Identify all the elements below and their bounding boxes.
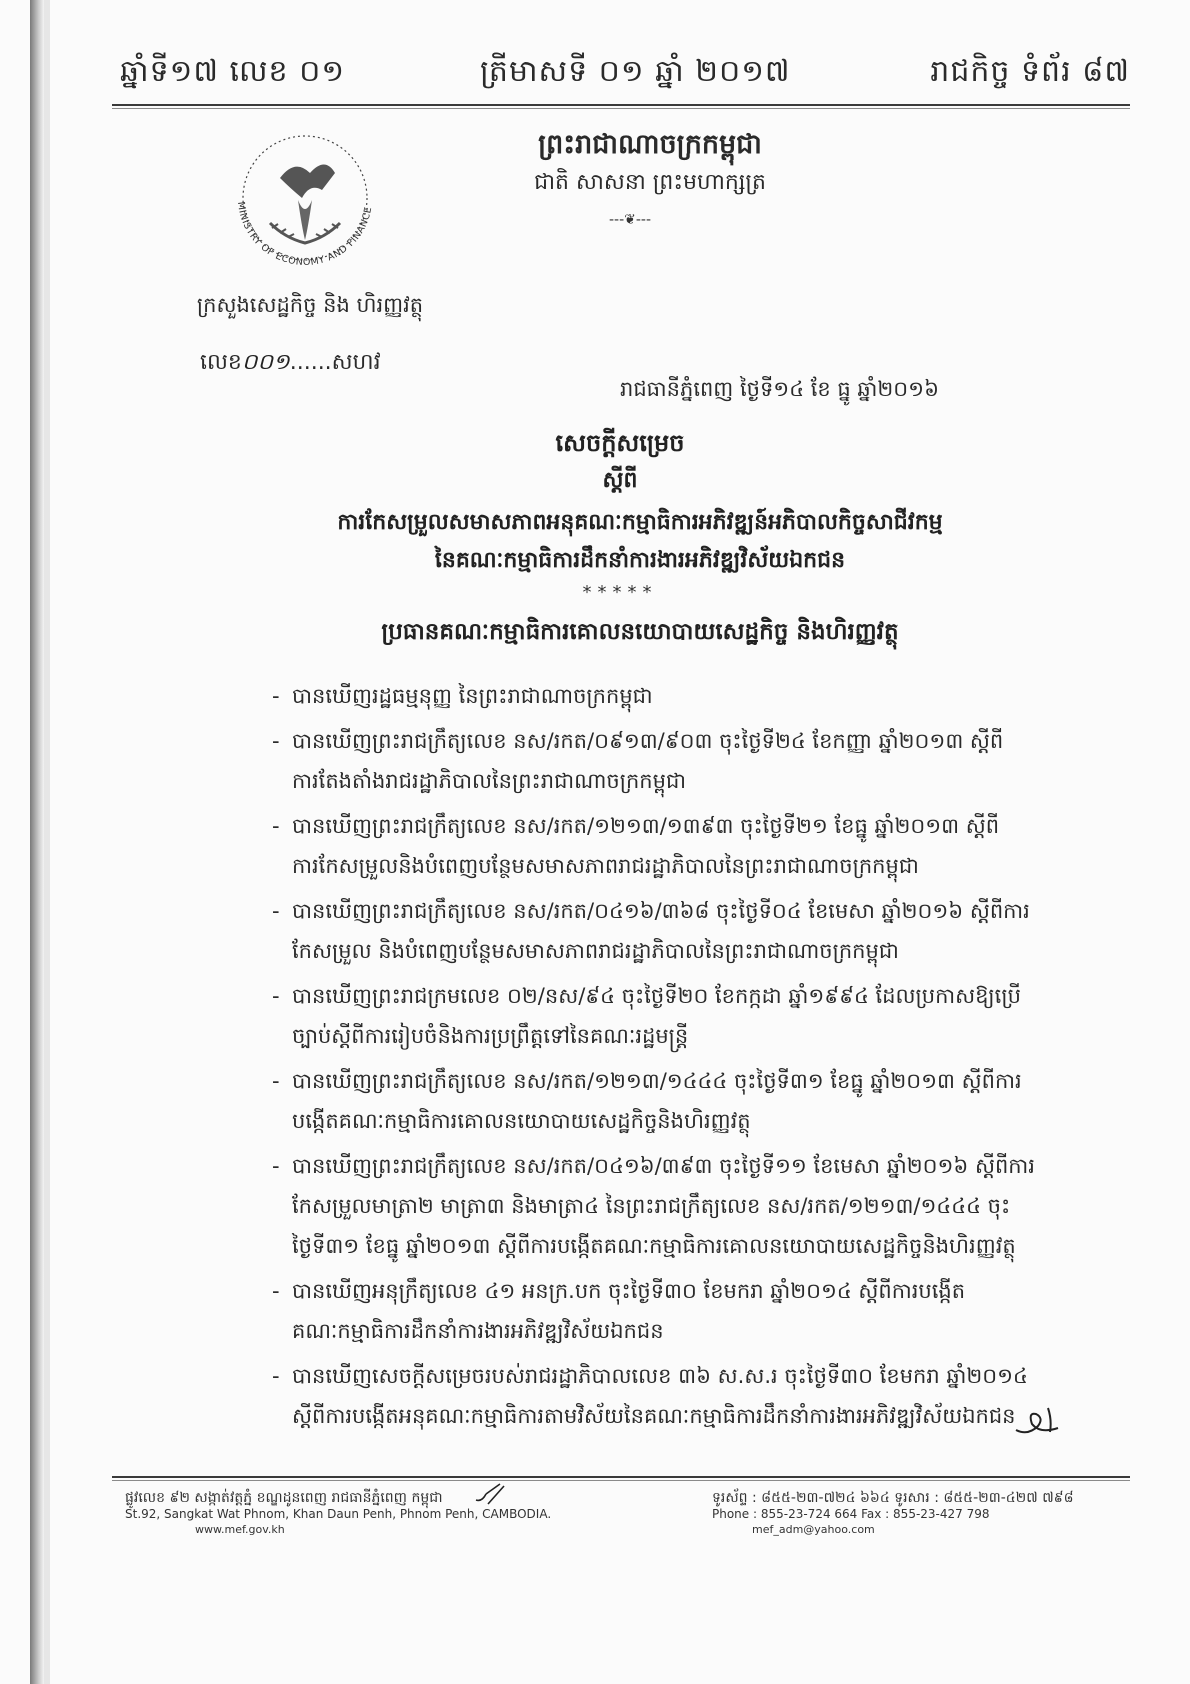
recital-line: ថ្ងៃទី៣១ ខែធ្នូ ឆ្នាំ២០១៣ ស្តីពីការបង្កើតគណៈកម្មាធិការគោលនយោបាយសេដ្ឋកិច្ចនិងហិរញ្ញវត្ថុ <box>292 1234 1016 1258</box>
scan-edge-shadow <box>30 0 44 1684</box>
footer-email: mef_adm@yahoo.com <box>752 1523 875 1536</box>
recital-line: បានឃើញអនុក្រឹត្យលេខ ៤១ អនក្រ.បក ចុះថ្ងៃទី៣០ ខែមករា ឆ្នាំ២០១៤ ស្តីពីការបង្កើត <box>292 1279 966 1303</box>
recital-item <box>272 1146 1038 1266</box>
recital-bullet: - <box>272 1279 280 1303</box>
section-stars: ***** <box>582 582 658 603</box>
decision-on: ស្តីពី <box>602 468 638 493</box>
decision-subject-line2: នៃគណៈកម្មាធិការដឹកនាំការងារអភិវឌ្ឍវិស័យឯកជន <box>434 548 846 573</box>
footer-address-km: ផ្លូវលេខ ៩២ សង្កាត់វត្តភ្នំ ខណ្ឌដូនពេញ រាជធានីភ្នំពេញ កម្ពុជា <box>125 1490 443 1506</box>
recital-line: ស្តីពីការបង្កើតអនុគណៈកម្មាធិការតាមវិស័យនៃគណៈកម្មាធិការដឹកនាំការងារអភិវឌ្ឍវិស័យឯកជន <box>292 1404 1016 1428</box>
seal-text: MINISTRY OF ECONOMY AND FINANCE <box>235 201 375 269</box>
recital-line: បង្កើតគណៈកម្មាធិការគោលនយោបាយសេដ្ឋកិច្ចនិងហិរញ្ញវត្ថុ <box>292 1109 751 1133</box>
footer-rule <box>112 1476 1130 1478</box>
decision-title: សេចក្តីសម្រេច <box>555 429 685 457</box>
recital-bullet: - <box>272 1154 280 1178</box>
recital-bullet: - <box>272 684 280 708</box>
decision-subject-line1: ការកែសម្រួលសមាសភាពអនុគណៈកម្មាធិការអភិវឌ្ឍន៍អភិបាលកិច្ចសាជីវកម្ម <box>337 510 943 535</box>
ministry-name: ក្រសួងសេដ្ឋកិច្ច និង ហិរញ្ញវត្ថុ <box>196 293 424 317</box>
footer-contact <box>712 1490 1092 1538</box>
recital-bullet: - <box>272 729 280 753</box>
initial-signature-icon <box>1008 1400 1068 1440</box>
recital-item <box>272 806 1038 886</box>
reference-handwritten-number: ០០១ <box>241 350 290 375</box>
recital-line: បានឃើញព្រះរាជក្រឹត្យលេខ នស/រកត/១២១៣/១៤៤៤ ចុះថ្ងៃទី៣១ ខែធ្នូ ឆ្នាំ២០១៣ ស្តីពីការ <box>292 1069 1022 1093</box>
recital-item <box>272 676 1038 716</box>
recital-line: កែសម្រួល និងបំពេញបន្ថែមសមាសភាពរាជរដ្ឋាភិបាលនៃព្រះរាជាណាចក្រកម្ពុជា <box>292 939 899 963</box>
motto-ornament: ---❦--- <box>608 212 652 228</box>
recital-item <box>272 976 1038 1056</box>
header-page-number: រាជកិច្ច ទំព័រ ៨៧ <box>930 54 1130 89</box>
recital-line: បានឃើញព្រះរាជក្រមលេខ ០២/នស/៩៤ ចុះថ្ងៃទី២០ ខែកក្កដា ឆ្នាំ១៩៩៤ ដែលប្រកាសឱ្យប្រើ <box>292 984 1021 1008</box>
recital-line: បានឃើញរដ្ឋធម្មនុញ្ញ នៃព្រះរាជាណាចក្រកម្ពុជា <box>292 684 653 708</box>
recital-bullet: - <box>272 1069 280 1093</box>
footer-contact-km: ទូរស័ព្ទ : ៨៥៥-២៣-៧២៤ ៦៦៤ ទូរសារ : ៨៥៥-២៣-៤២៧ ៧៩៨ <box>712 1490 1074 1506</box>
reference-number <box>200 348 381 380</box>
national-motto: ជាតិ សាសនា ព្រះមហាក្សត្រ <box>534 170 766 195</box>
footer-address <box>125 1490 565 1538</box>
recital-line: បានឃើញព្រះរាជក្រឹត្យលេខ នស/រកត/០៩១៣/៩០៣ ចុះថ្ងៃទី២៤ ខែកញ្ញា ឆ្នាំ២០១៣ ស្តីពី <box>292 729 1004 753</box>
kingdom-name: ព្រះរាជាណាចក្រកម្ពុជា <box>538 129 762 160</box>
recital-item <box>272 721 1038 801</box>
ministry-seal-icon <box>210 128 400 288</box>
header-quarter: ត្រីមាសទី ០១ ឆ្នាំ ២០១៧ <box>480 54 791 89</box>
recital-item <box>272 1061 1038 1141</box>
recital-line: បានឃើញព្រះរាជក្រឹត្យលេខ នស/រកត/១២១៣/១៣៩៣ ចុះថ្ងៃទី២១ ខែធ្នូ ឆ្នាំ២០១៣ ស្តីពី <box>292 814 1000 838</box>
recital-item <box>272 891 1038 971</box>
header-issue-number: ឆ្នាំទី១៧ លេខ ០១ <box>120 54 346 89</box>
recital-line: បានឃើញព្រះរាជក្រឹត្យលេខ នស/រកត/០៤១៦/៣៩៣ ចុះថ្ងៃទី១១ ខែមេសា ឆ្នាំ២០១៦ ស្តីពីការ <box>292 1154 1035 1178</box>
recital-bullet: - <box>272 984 280 1008</box>
scan-edge-highlight <box>44 0 50 1684</box>
footer-address-en: St.92, Sangkat Wat Phnom, Khan Daun Penh, Phnom Penh, CAMBODIA. <box>125 1507 552 1521</box>
reference-prefix: លេខ <box>200 350 242 375</box>
recital-line: បានឃើញព្រះរាជក្រឹត្យលេខ នស/រកត/០៤១៦/៣៦៨ ចុះថ្ងៃទី០៤ ខែមេសា ឆ្នាំ២០១៦ ស្តីពីការ <box>292 899 1030 923</box>
recital-bullet: - <box>272 899 280 923</box>
recital-line: កែសម្រួលមាត្រា២ មាត្រា៣ និងមាត្រា៤ នៃព្រះរាជក្រឹត្យលេខ នស/រកត/១២១៣/១៤៤៤ ចុះ <box>292 1194 1011 1218</box>
issuer-title: ប្រធានគណៈកម្មាធិការគោលនយោបាយសេដ្ឋកិច្ច និងហិរញ្ញវត្ថុ <box>381 619 899 645</box>
recital-bullet: - <box>272 814 280 838</box>
recitals-list <box>272 676 1038 1441</box>
recital-line: ការតែងតាំងរាជរដ្ឋាភិបាលនៃព្រះរាជាណាចក្រកម្ពុជា <box>292 769 686 793</box>
footer-rule-thin <box>112 1480 1130 1481</box>
recital-item <box>272 1356 1038 1436</box>
recital-line: ច្បាប់ស្តីពីការរៀបចំនិងការប្រព្រឹត្តទៅនៃគណៈរដ្ឋមន្ត្រី <box>292 1024 689 1048</box>
recital-item <box>272 1271 1038 1351</box>
header-rule-thin <box>112 108 1130 109</box>
header-rule <box>112 104 1130 106</box>
footer-contact-en: Phone : 855-23-724 664 Fax : 855-23-427 798 <box>712 1507 990 1521</box>
date-line: រាជធានីភ្នំពេញ ថ្ងៃទី១៤ ខែ ធ្នូ ឆ្នាំ២០១៦ <box>620 377 939 401</box>
recital-line: ការកែសម្រួលនិងបំពេញបន្ថែមសមាសភាពរាជរដ្ឋាភិបាលនៃព្រះរាជាណាចក្រកម្ពុជា <box>292 854 919 878</box>
recital-line: គណៈកម្មាធិការដឹកនាំការងារអភិវឌ្ឍវិស័យឯកជន <box>292 1319 664 1343</box>
recital-bullet: - <box>272 1364 280 1388</box>
recital-line: បានឃើញសេចក្តីសម្រេចរបស់រាជរដ្ឋាភិបាលលេខ ៣៦ ស.ស.រ ចុះថ្ងៃទី៣០ ខែមករា ឆ្នាំ២០១៤ <box>292 1364 1028 1388</box>
footer-website: www.mef.gov.kh <box>195 1523 285 1536</box>
reference-suffix: ......សហវ <box>289 350 381 375</box>
